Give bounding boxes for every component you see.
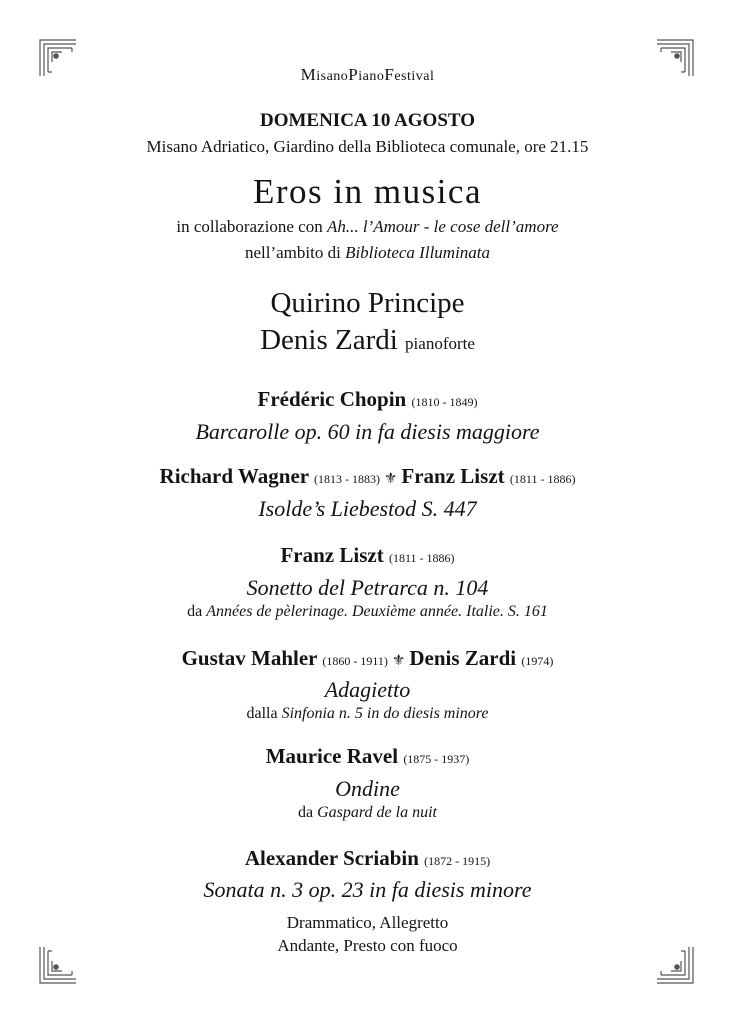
- fleur-de-lis-icon: ⚜: [383, 471, 398, 487]
- composer-name: Alexander Scriabin: [244, 846, 419, 870]
- composer-years: (1811 - 1886): [388, 551, 455, 565]
- program-5-source: [0, 804, 735, 822]
- program-2-work: Isolde’s Liebestod S. 447: [258, 496, 477, 521]
- program-3-work: Sonetto del Petrarca n. 104: [246, 575, 489, 600]
- ambito-name: Biblioteca Illuminata: [345, 243, 491, 262]
- arranger-name: Franz Liszt: [401, 464, 505, 488]
- pianist-name: Denis Zardi: [260, 324, 398, 356]
- composer-name: Frédéric Chopin: [257, 387, 407, 411]
- source-prefix: da: [298, 804, 318, 821]
- source-title: Années de pèlerinage. Deuxième année. Italie. S. 161: [206, 603, 548, 620]
- composer-years: (1810 - 1849): [411, 395, 478, 409]
- source-title: Sinfonia n. 5 in do diesis minore: [281, 705, 489, 722]
- festival-rest-2: iano: [358, 69, 385, 84]
- source-prefix: dalla: [246, 705, 282, 722]
- composer-name: Maurice Ravel: [265, 744, 399, 768]
- narrator-name: Quirino Principe: [270, 287, 465, 319]
- composer-name: Richard Wagner: [159, 464, 309, 488]
- program-1-composer-line: [0, 387, 735, 412]
- program-4-source: [0, 705, 735, 723]
- program-5-work: Ondine: [335, 776, 400, 801]
- arranger-name: Denis Zardi: [409, 646, 517, 670]
- program-3-composer-line: [0, 543, 735, 568]
- festival-cap-3: F: [384, 65, 395, 84]
- festival-cap-2: P: [348, 65, 359, 84]
- event-title: Eros in musica: [252, 172, 483, 211]
- composer-years: (1860 - 1911): [322, 654, 388, 668]
- collab-name: Ah... l’Amour - le cose dell’amore: [326, 217, 559, 236]
- program-1-work: Barcarolle op. 60 in fa diesis maggiore: [195, 419, 540, 444]
- collaboration-line: [0, 217, 735, 237]
- pianist-role: pianoforte: [405, 334, 475, 353]
- composer-years: (1872 - 1915): [424, 854, 491, 868]
- program-4-composer-line: [0, 646, 735, 671]
- program-6-movements-2: Andante, Presto con fuoco: [277, 936, 458, 955]
- festival-cap-1: M: [300, 65, 317, 84]
- ambito-line: [0, 243, 735, 263]
- program-6-composer-line: [0, 846, 735, 871]
- festival-rest-3: estival: [394, 69, 435, 84]
- event-date: DOMENICA 10 AGOSTO: [259, 110, 476, 131]
- ambito-prefix: nell’ambito di: [244, 243, 346, 262]
- composer-years: (1875 - 1937): [403, 752, 470, 766]
- festival-rest-1: isano: [316, 69, 349, 84]
- program-2-composer-line: [0, 464, 735, 489]
- program-6-work: Sonata n. 3 op. 23 in fa diesis minore: [203, 877, 532, 902]
- composer-name: Franz Liszt: [280, 543, 384, 567]
- composer-name: Gustav Mahler: [181, 646, 318, 670]
- pianist-line: [0, 324, 735, 357]
- fleur-de-lis-icon: ⚜: [391, 653, 406, 669]
- festival-name: [0, 65, 735, 85]
- composer-years: (1813 - 1883): [313, 472, 380, 486]
- arranger-years: (1811 - 1886): [509, 472, 576, 486]
- event-venue: Misano Adriatico, Giardino della Biblioteca comunale, ore 21.15: [146, 137, 589, 156]
- source-title: Gaspard de la nuit: [317, 804, 437, 821]
- arranger-years: (1974): [521, 654, 554, 668]
- program-3-source: [0, 603, 735, 621]
- program-4-work: Adagietto: [324, 677, 411, 702]
- program-6-movements-1: Drammatico, Allegretto: [286, 913, 449, 932]
- collab-prefix: in collaborazione con: [176, 217, 327, 236]
- program-5-composer-line: [0, 744, 735, 769]
- source-prefix: da: [187, 603, 207, 620]
